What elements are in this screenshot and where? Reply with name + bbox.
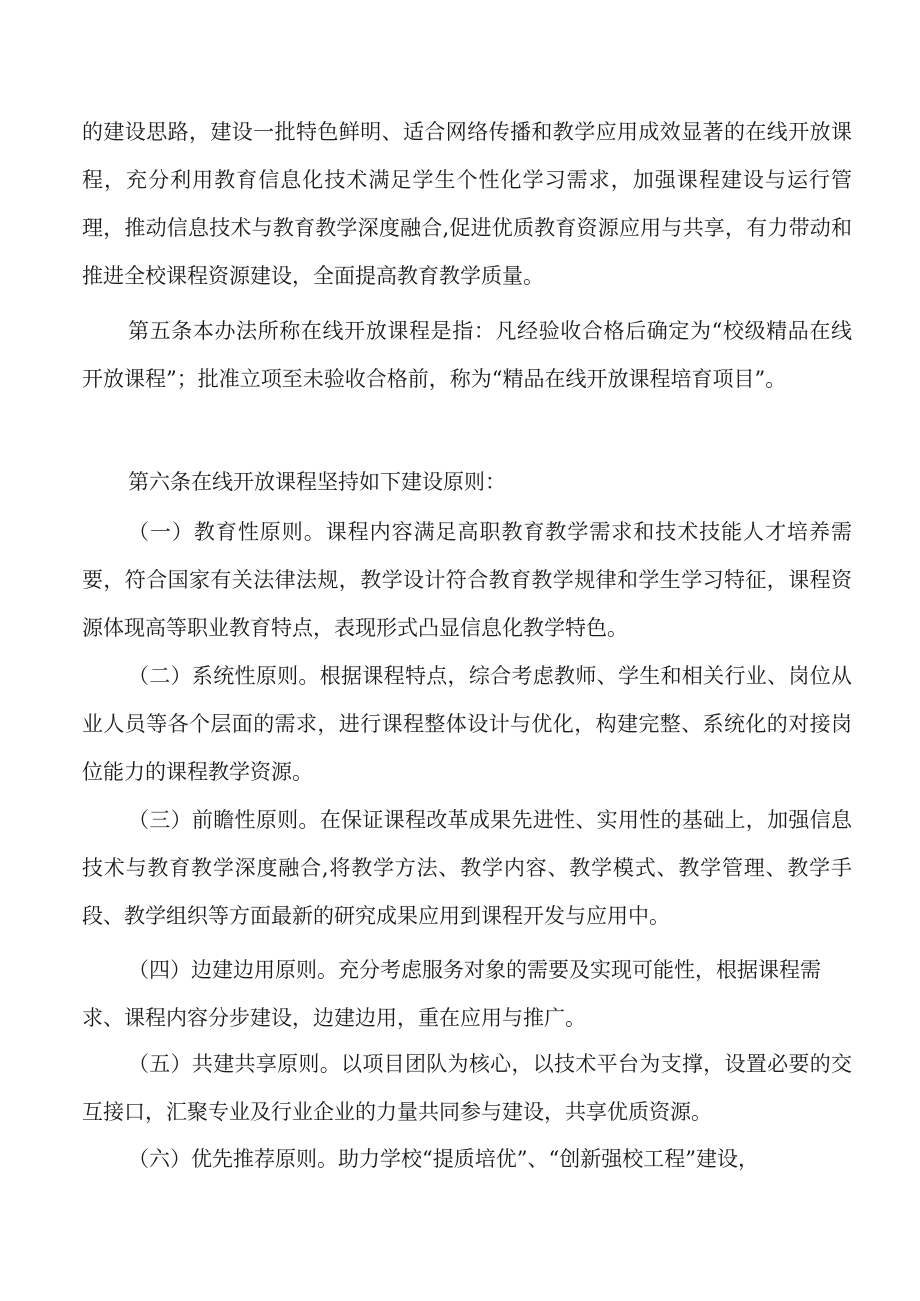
paragraph-principle-2: （二）系统性原则。根据课程特点，综合考虑教师、学生和相关行业、岗位从业人员等各个层面的需求，进行课程整体设计与优化，构建完整、系统化的对接岗位能力的课程教学资源。 [82, 664, 852, 784]
paragraph-principle-3: （三）前瞻性原则。在保证课程改革成果先进性、实用性的基础上，加强信息技术与教育教学深度融合,将教学方法、教学内容、教学模式、教学管理、教学手段、教学组织等方面最新的研究成果应用到课程开发与应用中。 [82, 808, 852, 928]
paragraph-principle-4: （四）边建边用原则。充分考虑服务对象的需要及实现可能性，根据课程需求、课程内容分步建设，边建边用，重在应用与推广。 [82, 958, 821, 1030]
paragraph-construction-approach: 的建设思路，建设一批特色鲜明、适合网络传播和教学应用成效显著的在线开放课程，充分利用教育信息化技术满足学生个性化学习需求，加强课程建设与运行管理，推动信息技术与教育教学深度融合,促进优质教育资源应用与共享，有力带动和推进全校课程资源建设，全面提高教育教学质量。 [82, 120, 852, 288]
paragraph-principle-6: （六）优先推荐原则。助力学校“提质培优”、“创新强校工程”建设， [128, 1147, 759, 1171]
paragraph-principle-1: （一）教育性原则。课程内容满足高职教育教学需求和技术技能人才培养需要，符合国家有关法律法规，教学设计符合教育教学规律和学生学习特征，课程资源体现高等职业教育特点，表现形式凸显信息化教学特色。 [82, 520, 852, 640]
paragraph-article-5: 第五条本办法所称在线开放课程是指：凡经验收合格后确定为“校级精品在线开放课程”；批准立项至未验收合格前，称为“精品在线开放课程培育项目”。 [82, 319, 852, 391]
paragraph-principle-5: （五）共建共享原则。以项目团队为核心，以技术平台为支撑，设置必要的交互接口，汇聚专业及行业企业的力量共同参与建设，共享优质资源。 [82, 1052, 852, 1124]
paragraph-article-6: 第六条在线开放课程坚持如下建设原则： [128, 470, 506, 494]
